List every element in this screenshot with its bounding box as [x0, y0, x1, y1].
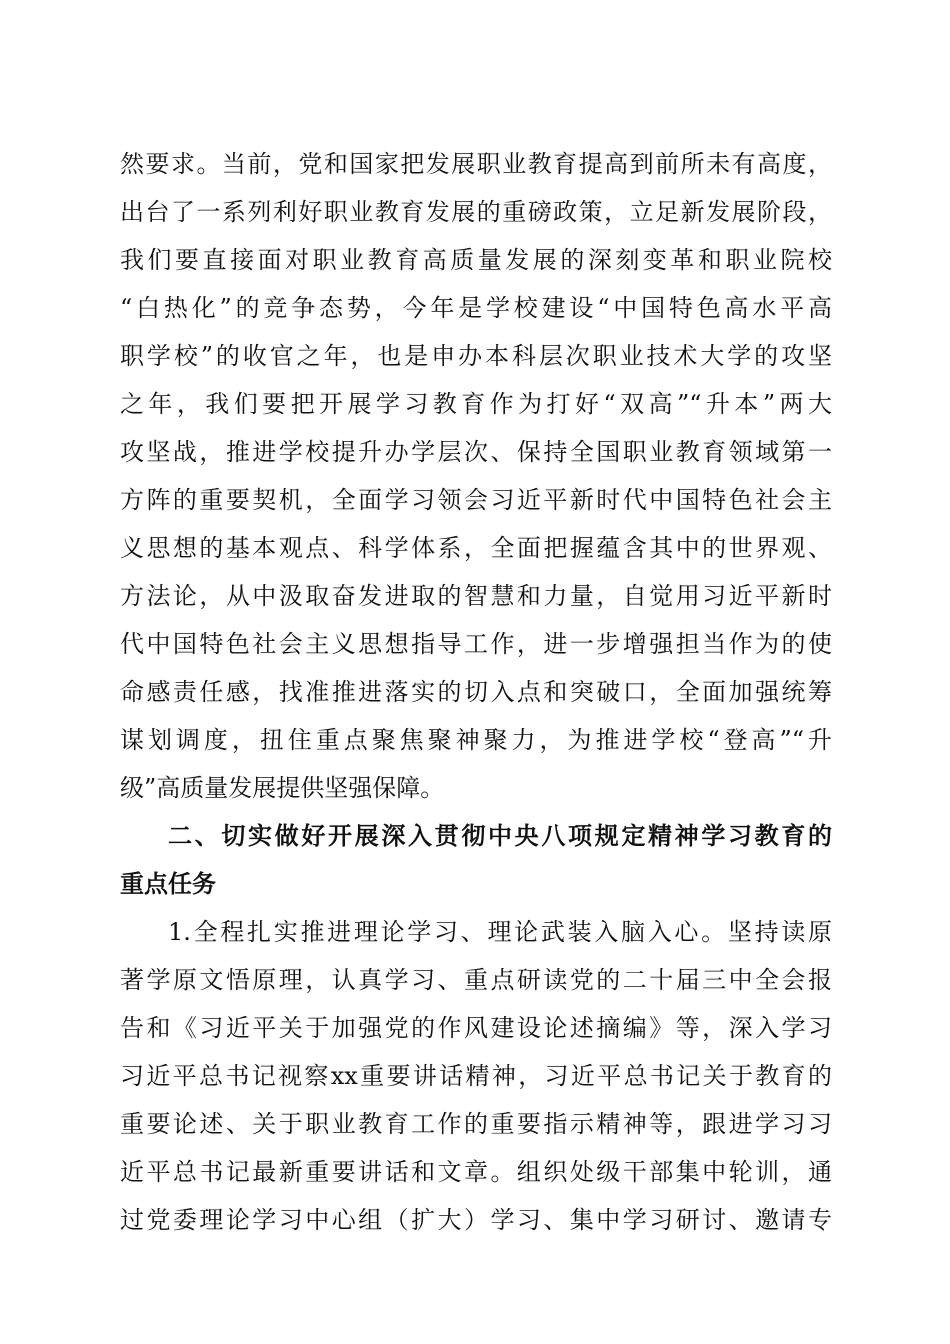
text-line: 之年，我们要把开展学习教育作为打好“双高”“升本”两大 [120, 390, 832, 418]
text-line: 代中国特色社会主义思想指导工作，进一步增强担当作为的使 [120, 630, 832, 658]
text-line: 谋划调度，扭住重点聚焦聚神聚力，为推进学校“登高”“升 [120, 726, 832, 754]
text-line: 方法论，从中汲取奋发进取的智慧和力量，自觉用习近平新时 [120, 582, 832, 610]
text-line: 我们要直接面对职业教育高质量发展的深刻变革和职业院校 [120, 246, 832, 274]
text-line: 义思想的基本观点、科学体系，全面把握蕴含其中的世界观、 [120, 534, 832, 562]
text-line: “白热化”的竞争态势，今年是学校建设“中国特色高水平高 [120, 294, 832, 322]
text-line: 近平总书记最新重要讲话和文章。组织处级干部集中轮训，通 [120, 1158, 832, 1186]
text-line: 攻坚战，推进学校提升办学层次、保持全国职业教育领域第一 [120, 438, 832, 466]
heading-line: 重点任务 [120, 870, 216, 898]
text-line: 重要论述、关于职业教育工作的重要指示精神等，跟进学习习 [120, 1110, 832, 1138]
text-line: 职学校”的收官之年，也是申办本科层次职业技术大学的攻坚 [120, 342, 832, 370]
text-line: 级”高质量发展提供坚强保障。 [120, 774, 445, 802]
heading-line: 二、切实做好开展深入贯彻中央八项规定精神学习教育的 [168, 822, 832, 850]
text-line: 然要求。当前，党和国家把发展职业教育提高到前所未有高度， [120, 150, 832, 178]
text-line: 过党委理论学习中心组（扩大）学习、集中学习研讨、邀请专 [120, 1206, 832, 1234]
text-line: 著学原文悟原理，认真学习、重点研读党的二十届三中全会报 [120, 966, 832, 994]
text-line: 方阵的重要契机，全面学习领会习近平新时代中国特色社会主 [120, 486, 832, 514]
text-line: 习近平总书记视察xx重要讲话精神，习近平总书记关于教育的 [120, 1062, 832, 1090]
text-line: 出台了一系列利好职业教育发展的重磅政策，立足新发展阶段， [120, 198, 832, 226]
text-line: 告和《习近平关于加强党的作风建设论述摘编》等，深入学习 [120, 1014, 832, 1042]
text-line: 1.全程扎实推进理论学习、理论武装入脑入心。坚持读原 [168, 918, 832, 946]
text-line: 命感责任感，找准推进落实的切入点和突破口，全面加强统筹 [120, 678, 832, 706]
